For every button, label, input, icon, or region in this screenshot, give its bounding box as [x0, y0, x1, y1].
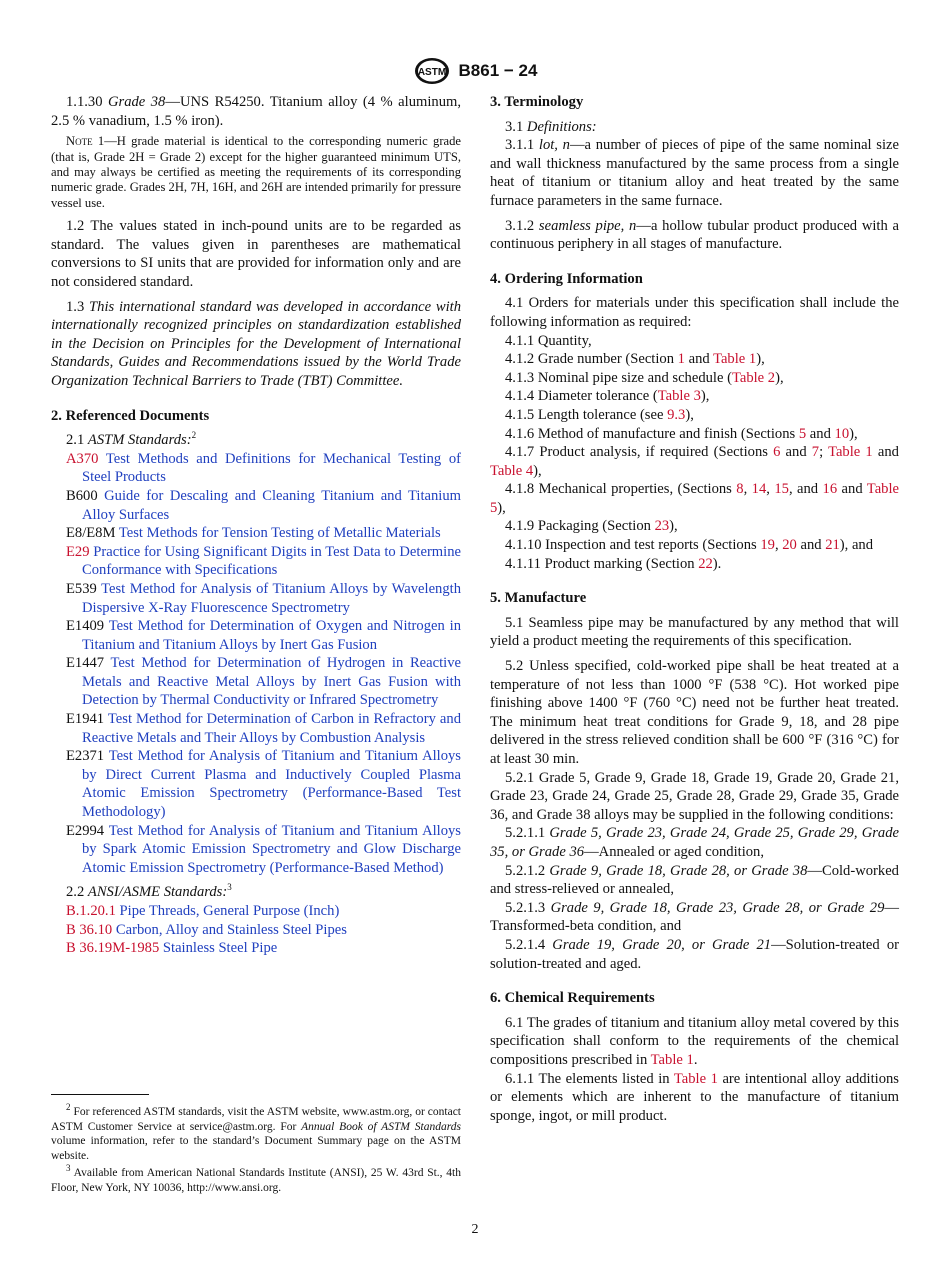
- para-5-2-1-1: 5.2.1.1 Grade 5, Grade 23, Grade 24, Grade 25, Grade 29, Grade 35, or Grade 36—Annealed or aged condition,: [490, 825, 899, 860]
- reference-item[interactable]: E1941 Test Method for Determination of Carbon in Refractory and Reactive Metals and Their Alloys by Combustion Analysis: [66, 711, 461, 746]
- reference-item[interactable]: B600 Guide for Descaling and Cleaning Titanium and Titanium Alloy Surfaces: [66, 487, 461, 523]
- link-table[interactable]: Table 1: [828, 444, 873, 461]
- para-2-2: 2.2 ANSI/ASME Standards:$^3$: [66, 882, 232, 901]
- footnote-rule: [51, 1094, 149, 1095]
- item-4-1-3: 4.1.3 Nominal pipe size and schedule (Table 2),: [505, 369, 784, 386]
- astm-logo-icon: [413, 56, 451, 86]
- link-section[interactable]: 8: [736, 481, 744, 498]
- para-4-1: 4.1 Orders for materials under this specification shall include the following information as required:: [490, 295, 899, 330]
- para-3-1-1: 3.1.1 lot, n—a number of pieces of pipe of the same nominal size and wall thickness manufactured by the same process from a single heat of titanium or titanium alloy and heat treated by the same furnace parameters in the same furnace.: [490, 137, 899, 209]
- para-5-2: 5.2 Unless specified, cold-worked pipe shall be heat treated at a temperature of not less than 1000 °F (538 °C). Hot worked pipe finishing above 1400 °F (760 °C) need not be further heat treated. The minimum heat treat conditions for Grade 9, 18, and 28 pipe delivered in the stress relieved condition shall be 600 °F (316 °C) for at least 30 min.: [490, 658, 899, 767]
- item-4-1-5: 4.1.5 Length tolerance (see 9.3),: [505, 406, 694, 423]
- reference-item[interactable]: E8/E8M Test Methods for Tension Testing of Metallic Materials: [66, 525, 441, 542]
- item-4-1-1: 4.1.1 Quantity,: [505, 332, 592, 349]
- section-2-heading: 2. Referenced Documents: [51, 407, 210, 424]
- footnotes: [51, 1094, 461, 1199]
- footnote-3: $^3$ Available from American National Standards Institute (ANSI), 25 W. 43rd St., 4th Floor, New York, NY 10036, http://www.ansi.org.: [51, 1163, 462, 1194]
- link-table[interactable]: Table 2: [731, 369, 776, 386]
- para-5-2-1: 5.2.1 Grade 5, Grade 9, Grade 18, Grade 19, Grade 20, Grade 21, Grade 23, Grade 24, Grade 25, Grade 28, Grade 29, Grade 35, Grade 36, and Grade 38 alloys may be supplied in the following conditions:: [490, 769, 899, 823]
- para-3-1: 3.1 Definitions:: [505, 118, 597, 135]
- reference-item[interactable]: E1447 Test Method for Determination of Hydrogen in Reactive Metals and Reactive Metal Alloys by Inert Gas Fusion with Detection by Thermal Conductivity or Infrared Spectrometry: [66, 655, 461, 709]
- left-column: [51, 93, 461, 958]
- section-4-heading: 4. Ordering Information: [490, 270, 643, 287]
- para-2-1: 2.1 ASTM Standards:$^2$: [66, 430, 197, 449]
- item-4-1-2: 4.1.2 Grade number (Section 1 and Table 1),: [505, 351, 765, 368]
- link-section[interactable]: 1: [677, 351, 685, 368]
- para-5-2-1-3: 5.2.1.3 Grade 9, Grade 18, Grade 23, Grade 28, or Grade 29—Transformed-beta condition, and: [490, 899, 899, 935]
- link-section[interactable]: 19: [760, 537, 775, 554]
- reference-item[interactable]: E2994 Test Method for Analysis of Titanium and Titanium Alloys by Spark Atomic Emission Spectrometry and Glow Discharge Atomic Emission Spectrometry (Performance-Based Method): [66, 822, 461, 876]
- link-section[interactable]: 6: [773, 444, 781, 461]
- section-3-heading: 3. Terminology: [490, 94, 584, 110]
- para-5-2-1-2: 5.2.1.2 Grade 9, Grade 18, Grade 28, or Grade 38—Cold-worked and stress-relieved or annealed,: [490, 862, 899, 898]
- link-section[interactable]: 22: [698, 555, 713, 572]
- item-4-1-7: 4.1.7 Product analysis, if required (Sections 6 and 7; Table 1 and Table 4),: [490, 444, 899, 479]
- item-4-1-10: 4.1.10 Inspection and test reports (Sections 19, 20 and 21), and: [505, 537, 874, 554]
- link-section[interactable]: 21: [825, 537, 840, 554]
- item-4-1-6: 4.1.6 Method of manufacture and finish (Sections 5 and 10),: [505, 425, 858, 442]
- link-table[interactable]: Table 4: [490, 462, 534, 479]
- para-1-1-30: 1.1.30 Grade 38—UNS R54250. Titanium alloy (4 % aluminum, 2.5 % vanadium, 1.5 % iron).: [51, 94, 461, 129]
- link-table[interactable]: Table 1: [650, 1051, 694, 1068]
- link-section[interactable]: 14: [751, 481, 767, 498]
- para-1-3: 1.3 This international standard was developed in accordance with internationally recognized principles on standardization established in the Decision on Principles for the Development of International Standards, Guides and Recommendations issued by the World Trade Organization Technical Barriers to Trade (TBT) Committee.: [51, 298, 462, 389]
- link-section[interactable]: 5: [798, 425, 807, 442]
- link-section[interactable]: 7: [811, 444, 820, 461]
- right-column: [490, 93, 899, 1125]
- para-3-1-2: 3.1.2 seamless pipe, n—a hollow tubular product produced with a continuous periphery in all stages of manufacture.: [490, 217, 899, 253]
- item-4-1-4: 4.1.4 Diameter tolerance (Table 3),: [505, 388, 710, 405]
- para-5-1: 5.1 Seamless pipe may be manufactured by any method that will yield a product meeting the requirements of this specification.: [490, 614, 899, 650]
- link-section[interactable]: 15: [774, 481, 789, 498]
- section-6-heading: 6. Chemical Requirements: [490, 990, 655, 1007]
- link-table[interactable]: Table 5: [490, 481, 899, 516]
- page-number: 2: [471, 1222, 479, 1237]
- note-1: Note 1—H grade material is identical to the corresponding numeric grade (that is, Grade 2H = Grade 2) except for the higher guaranteed minimum UTS, and may always be certified as meeting the requirements of its corresponding numeric grade. Grades 2H, 7H, 16H, and 26H are intended primarily for pressure vessel use.: [51, 134, 461, 210]
- ansi-reference-list: [51, 902, 461, 958]
- document-designation: B861 − 24: [458, 61, 538, 80]
- link-section[interactable]: 20: [782, 537, 797, 554]
- item-4-1-11: 4.1.11 Product marking (Section 22).: [505, 555, 722, 572]
- item-4-1-9: 4.1.9 Packaging (Section 23),: [505, 518, 678, 535]
- reference-item[interactable]: B.1.20.1 Pipe Threads, General Purpose (Inch): [66, 903, 340, 919]
- link-table[interactable]: Table 1: [673, 1070, 718, 1087]
- reference-item[interactable]: E29 Practice for Using Significant Digits in Test Data to Determine Conformance with Specifications: [66, 543, 461, 579]
- astm-logo-text: ASTM: [417, 67, 446, 78]
- para-5-2-1-4: 5.2.1.4 Grade 19, Grade 20, or Grade 21—Solution-treated or solution-treated and aged.: [490, 936, 899, 972]
- reference-item[interactable]: E539 Test Method for Analysis of Titanium Alloys by Wavelength Dispersive X-Ray Fluorescence Spectrometry: [66, 580, 461, 616]
- page-header: [0, 56, 950, 86]
- link-section[interactable]: 23: [654, 518, 670, 535]
- para-6-1-1: 6.1.1 The elements listed in Table 1 are intentional alloy additions or elements which are inherent to the manufacture of titanium sponge, ingot, or mill product.: [490, 1070, 899, 1124]
- link-section[interactable]: 10: [834, 425, 850, 442]
- reference-item[interactable]: E1409 Test Method for Determination of Oxygen and Nitrogen in Titanium and Titanium Alloys by Inert Gas Fusion: [66, 618, 461, 653]
- link-table[interactable]: Table 1: [713, 351, 757, 368]
- link-section[interactable]: 9.3: [667, 406, 686, 423]
- astm-reference-list: [51, 450, 461, 878]
- reference-item[interactable]: E2371 Test Method for Analysis of Titanium and Titanium Alloys by Direct Current Plasma and Inductively Coupled Plasma Atomic Emission Spectrometry (Performance-Based Test Methodology): [66, 748, 461, 821]
- link-section[interactable]: 16: [822, 481, 838, 498]
- footnote-2: $^2$ For referenced ASTM standards, visit the ASTM website, www.astm.org, or contact ASTM Customer Service at service@astm.org. For Annual Book of ASTM Standards volume information, refer to the standard’s Document Summary page on the ASTM website.: [51, 1102, 461, 1162]
- reference-item[interactable]: B 36.10 Carbon, Alloy and Stainless Steel Pipes: [66, 921, 347, 938]
- reference-item[interactable]: B 36.19M-1985 Stainless Steel Pipe: [66, 940, 278, 957]
- section-5-heading: 5. Manufacture: [490, 590, 587, 607]
- item-4-1-8: 4.1.8 Mechanical properties, (Sections 8, 14, 15, and 16 and Table 5),: [490, 481, 899, 516]
- reference-item[interactable]: A370 Test Methods and Definitions for Mechanical Testing of Steel Products: [66, 450, 461, 486]
- para-6-1: 6.1 The grades of titanium and titanium alloy metal covered by this specification shall conform to the requirements of the chemical compositions prescribed in Table 1.: [490, 1014, 899, 1068]
- link-table[interactable]: Table 3: [657, 388, 701, 405]
- para-1-2: 1.2 The values stated in inch-pound units are to be regarded as standard. The values given in parentheses are mathematical conversions to SI units that are provided for information only and are not considered standard.: [51, 218, 461, 290]
